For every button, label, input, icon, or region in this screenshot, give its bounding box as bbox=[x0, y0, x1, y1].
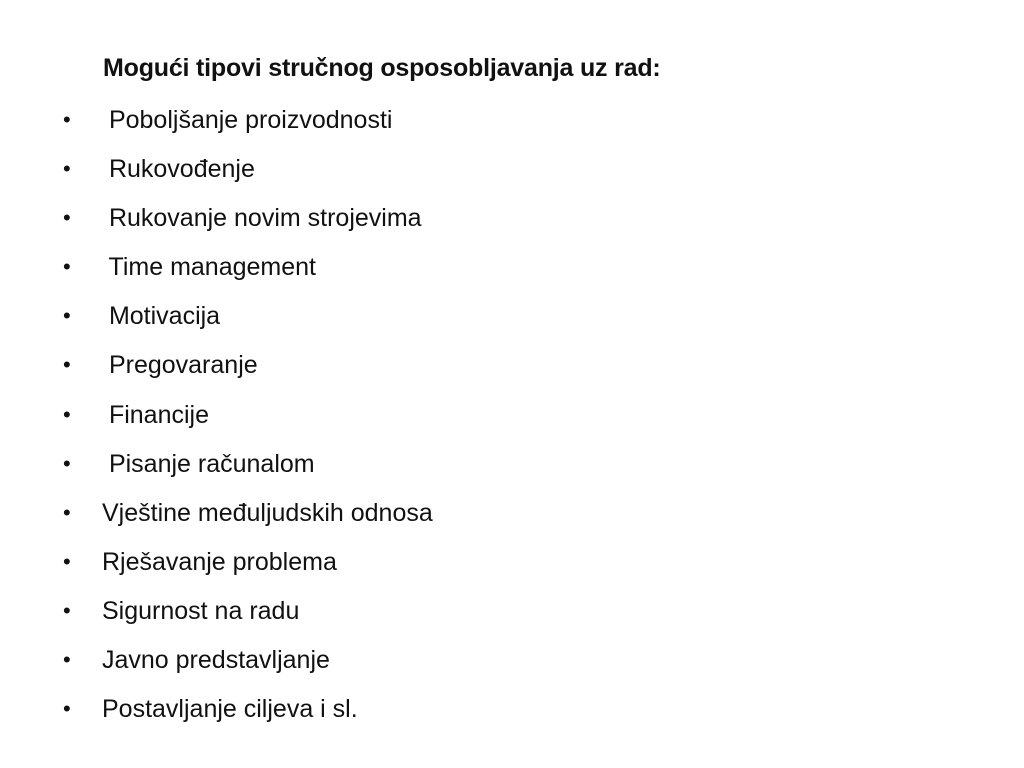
list-item bbox=[0, 589, 1024, 638]
list-item bbox=[0, 491, 1024, 540]
list-item-text: Poboljšanje proizvodnosti bbox=[102, 106, 393, 134]
list-item-text: Vještine međuljudskih odnosa bbox=[102, 498, 433, 527]
slide-title: Mogući tipovi stručnog osposobljavanja uz rad: bbox=[103, 54, 661, 82]
list-item-text: Rukovanje novim strojevima bbox=[102, 204, 422, 233]
list-item bbox=[0, 393, 1024, 442]
bullet-icon: • bbox=[63, 156, 71, 182]
bullet-icon: • bbox=[63, 548, 71, 574]
bullet-icon: • bbox=[63, 205, 71, 231]
bullet-icon: • bbox=[63, 647, 71, 673]
list-item-text: Sigurnost na radu bbox=[102, 596, 300, 625]
list-item-text: Postavljanje ciljeva i sl. bbox=[102, 695, 358, 724]
bullet-icon: • bbox=[63, 597, 71, 623]
list-item bbox=[0, 343, 1024, 392]
list-item bbox=[0, 442, 1024, 491]
bullet-icon: • bbox=[63, 254, 71, 280]
list-item bbox=[0, 245, 1024, 294]
bullet-icon: • bbox=[63, 696, 71, 722]
list-item bbox=[0, 294, 1024, 343]
list-item-text: Javno predstavljanje bbox=[102, 646, 330, 675]
list-item bbox=[0, 540, 1024, 589]
bullet-icon: • bbox=[63, 401, 71, 427]
list-item bbox=[0, 147, 1024, 196]
bullet-list bbox=[0, 98, 1024, 736]
list-item bbox=[0, 196, 1024, 245]
list-item-text: Rukovođenje bbox=[102, 155, 255, 184]
bullet-icon: • bbox=[63, 499, 71, 525]
list-item-text: Rješavanje problema bbox=[102, 547, 337, 576]
bullet-icon: • bbox=[63, 352, 71, 378]
list-item-text: Motivacija bbox=[102, 302, 221, 331]
list-item-text: Pregovaranje bbox=[102, 351, 258, 380]
list-item bbox=[0, 98, 1024, 147]
bullet-icon: • bbox=[63, 303, 71, 329]
list-item bbox=[0, 687, 1024, 736]
list-item bbox=[0, 638, 1024, 687]
list-item-text: Financije bbox=[102, 400, 209, 429]
list-item-text: Pisanje računalom bbox=[102, 449, 315, 478]
bullet-icon: • bbox=[63, 450, 71, 476]
bullet-icon: • bbox=[63, 107, 71, 132]
list-item-text: Time management bbox=[102, 253, 316, 282]
